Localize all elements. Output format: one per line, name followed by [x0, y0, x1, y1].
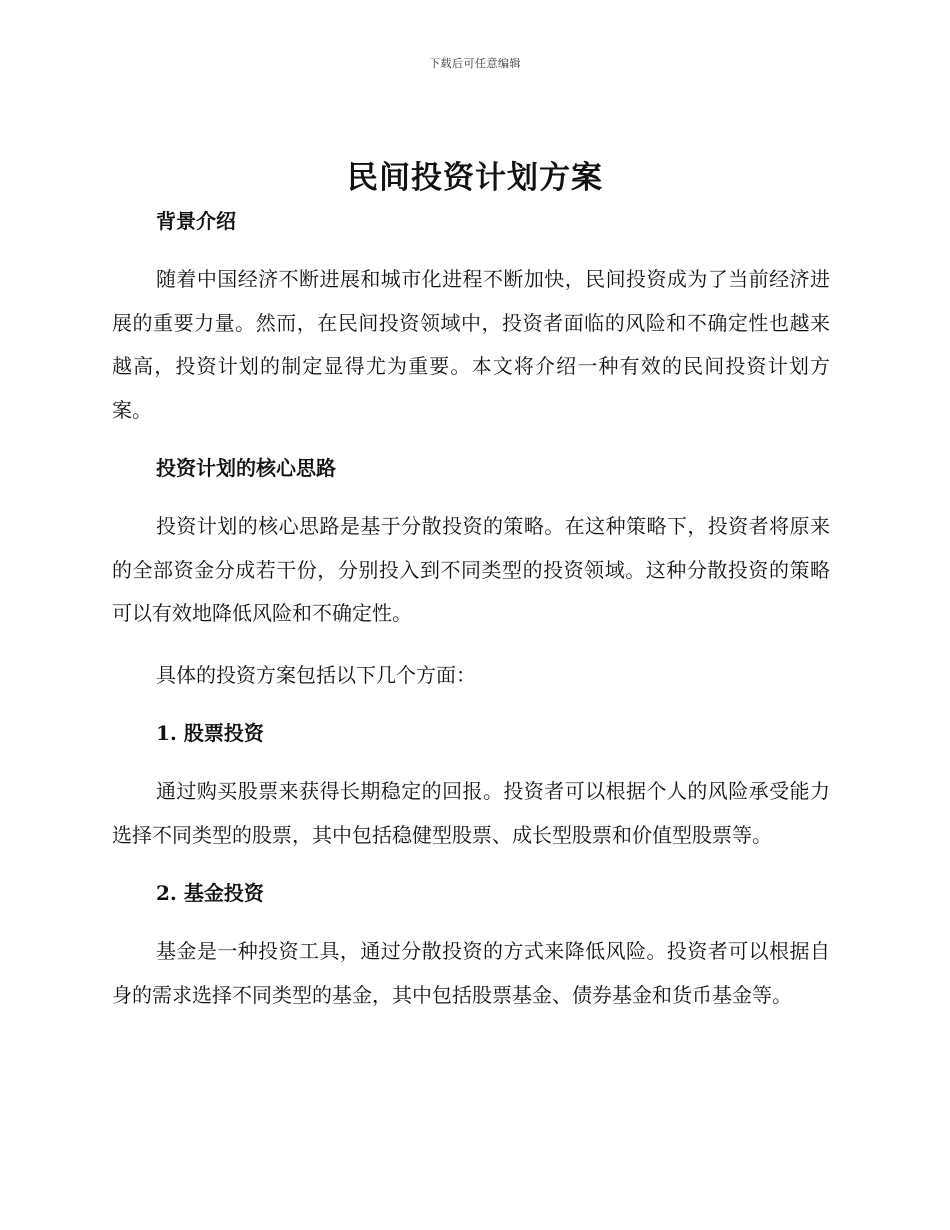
- paragraph-core: 投资计划的核心思路是基于分散投资的策略。在这种策略下，投资者将原来的全部资金分成若干份，分别投入到不同类型的投资领域。这种分散投资的策略可以有效地降低风险和不确定性。: [112, 514, 830, 625]
- paragraph-stocks: 通过购买股票来获得长期稳定的回报。投资者可以根据个人的风险承受能力选择不同类型的股票，其中包括稳健型股票、成长型股票和价值型股票等。: [112, 779, 830, 847]
- document-title: 民间投资计划方案: [347, 160, 603, 196]
- section-heading-funds: 2. 基金投资: [156, 881, 264, 905]
- paragraph-background: 随着中国经济不断进展和城市化进程不断加快，民间投资成为了当前经济进展的重要力量。然而，在民间投资领域中，投资者面临的风险和不确定性也越来越高，投资计划的制定显得尤为重要。本文将介绍一种有效的民间投资计划方案。: [112, 267, 830, 422]
- paragraph-core-intro: 具体的投资方案包括以下几个方面：: [156, 662, 476, 687]
- section-heading-stocks: 1. 股票投资: [156, 721, 264, 745]
- section-heading-core: 投资计划的核心思路: [156, 456, 336, 480]
- header-note: 下载后可任意编辑: [429, 57, 521, 70]
- paragraph-funds: 基金是一种投资工具，通过分散投资的方式来降低风险。投资者可以根据自身的需求选择不同类型的基金，其中包括股票基金、债券基金和货币基金等。: [112, 939, 830, 1007]
- section-heading-background: 背景介绍: [156, 209, 236, 233]
- document-body: [112, 203, 830, 1017]
